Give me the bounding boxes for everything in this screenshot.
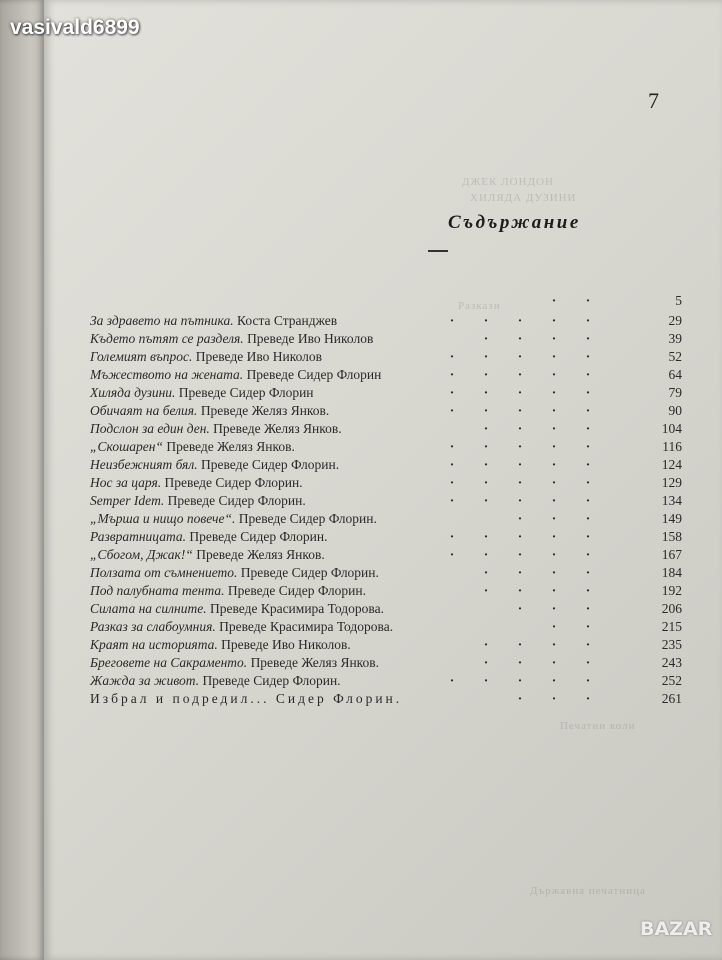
leader-dots: · · · · · (449, 493, 591, 508)
toc-row (90, 312, 682, 330)
toc-row (90, 546, 682, 564)
toc-row (90, 438, 682, 456)
toc-row (90, 384, 682, 402)
toc-page-number: 39 (668, 331, 682, 346)
toc-row (90, 366, 682, 384)
toc-page-number: 215 (661, 619, 682, 634)
toc-entry-title: Бреговете на Сакраменто. Преведе Желяз Янков. (90, 655, 380, 670)
toc-page-number: 79 (668, 385, 682, 400)
leader-dots: · · (551, 293, 591, 308)
toc-page-number: 124 (661, 457, 682, 472)
toc-page-number: 116 (662, 439, 682, 454)
show-through-text: Държавна печатница (530, 885, 646, 897)
toc-entry-title: Подслон за един ден. Преведе Желяз Янков. (90, 421, 342, 436)
leader-dots: · · · · · (449, 457, 591, 472)
show-through-text: Разкази (458, 300, 501, 312)
toc-page-number: 235 (661, 637, 682, 652)
leader-dots: · · · · (483, 331, 591, 346)
leader-dots: · · · · (483, 583, 591, 598)
toc-row (90, 348, 682, 366)
toc-entry-title: Semper Idem. Преведе Сидер Флорин. (90, 493, 306, 508)
toc-entry-title: За здравето на пътника. Коста Странджев (90, 313, 338, 328)
bazar-logo: BAZAR (640, 918, 713, 940)
toc-row (90, 636, 682, 654)
toc-entry-title: „Сбогом, Джак!“ Преведе Желяз Янков. (90, 547, 325, 562)
toc-row (90, 528, 682, 546)
toc-row (90, 292, 682, 310)
toc-page-number: 5 (675, 293, 682, 308)
leader-dots: · · · · · (449, 385, 591, 400)
toc-entry-title: „Мърша и нищо повече“. Преведе Сидер Флорин. (90, 511, 377, 526)
show-through-text: ХИЛЯДА ДУЗИНИ (470, 192, 577, 204)
toc-row (90, 582, 682, 600)
leader-dots: · · · · · (449, 475, 591, 490)
show-through-text: ДЖЕК ЛОНДОН (462, 176, 554, 188)
leader-dots: · · · · (483, 421, 591, 436)
toc-entry-title: „Скошарен“ Преведе Желяз Янков. (90, 439, 295, 454)
contents-heading: Съдържание (448, 212, 581, 233)
toc-row (90, 510, 682, 528)
leader-dots: · · · (517, 511, 591, 526)
toc-page-number: 129 (661, 475, 682, 490)
leader-dots: · · · · · (449, 313, 591, 328)
toc-entry-title: Развратницата. Преведе Сидер Флорин. (90, 529, 328, 544)
toc-page-number: 90 (668, 403, 682, 418)
toc-row (90, 690, 682, 708)
page-mark: 7 (648, 88, 659, 113)
toc-entry-title: Краят на историята. Преведе Иво Николов. (90, 637, 351, 652)
leader-dots: · · · · · (449, 367, 591, 382)
toc-entry-title: Където пътят се разделя. Преведе Иво Николов (90, 331, 374, 346)
toc-row (90, 456, 682, 474)
toc-row (90, 420, 682, 438)
toc-page-number: 206 (661, 601, 682, 616)
toc-entry-title: Нос за царя. Преведе Сидер Флорин. (90, 475, 303, 490)
toc-page-number: 252 (661, 673, 682, 688)
toc-page-number: 261 (661, 691, 682, 706)
toc-row (90, 402, 682, 420)
leader-dots: · · · · · (449, 403, 591, 418)
leader-dots: · · · · (483, 565, 591, 580)
leader-dots: · · · · · (449, 673, 591, 688)
toc-row (90, 474, 682, 492)
toc-page-number: 134 (661, 493, 682, 508)
toc-page-number: 158 (661, 529, 682, 544)
leader-dots: · · · · · (449, 349, 591, 364)
toc-entry-title: Обичаят на белия. Преведе Желяз Янков. (90, 403, 330, 418)
toc-entry-title: Избрал и подредил... Сидер Флорин. (90, 691, 403, 706)
leader-dots: · · · · (483, 637, 591, 652)
toc-page-number: 243 (661, 655, 682, 670)
seller-watermark: vasivald6899 (10, 16, 140, 39)
toc-page-number: 167 (661, 547, 682, 562)
toc-entry-title: Големият въпрос. Преведе Иво Николов (90, 349, 323, 364)
leader-dots: · · · · · (449, 547, 591, 562)
toc-entry-title: Мъжеството на жената. Преведе Сидер Флорин (90, 367, 382, 382)
leader-dots: · · · · · (449, 529, 591, 544)
leader-dots: · · · · (483, 655, 591, 670)
toc-page-number: 29 (668, 313, 682, 328)
toc-row (90, 618, 682, 636)
toc-entry-title: Хиляда дузини. Преведе Сидер Флорин (90, 385, 314, 400)
toc-page-number: 64 (668, 367, 682, 382)
toc-page-number: 52 (668, 349, 682, 364)
toc-row (90, 492, 682, 510)
toc-page-number: 192 (661, 583, 682, 598)
toc-entry-title: Силата на силните. Преведе Красимира Тодорова. (90, 601, 384, 616)
toc-page-number: 104 (661, 421, 682, 436)
toc-entry-title: Жажда за живот. Преведе Сидер Флорин. (90, 673, 341, 688)
leader-dots: · · (551, 619, 591, 634)
show-through-text: Печатни коли (560, 720, 636, 732)
toc-page-number: 149 (661, 511, 682, 526)
toc-entry-title: Неизбежният бял. Преведе Сидер Флорин. (90, 457, 340, 472)
toc-row (90, 672, 682, 690)
leader-dots: · · · · · (449, 439, 591, 454)
leader-dots: · · · (517, 601, 591, 616)
toc-row (90, 330, 682, 348)
toc-entry-title: Разказ за слабоумния. Преведе Красимира Тодорова. (90, 619, 394, 634)
toc-row (90, 600, 682, 618)
leader-dots: · · · (517, 691, 591, 706)
toc-row (90, 654, 682, 672)
toc-row (90, 564, 682, 582)
toc-entry-title: Под палубната тента. Преведе Сидер Флорин. (90, 583, 366, 598)
toc-entry-title: Ползата от съмнението. Преведе Сидер Флорин. (90, 565, 379, 580)
toc-page-number: 184 (661, 565, 682, 580)
